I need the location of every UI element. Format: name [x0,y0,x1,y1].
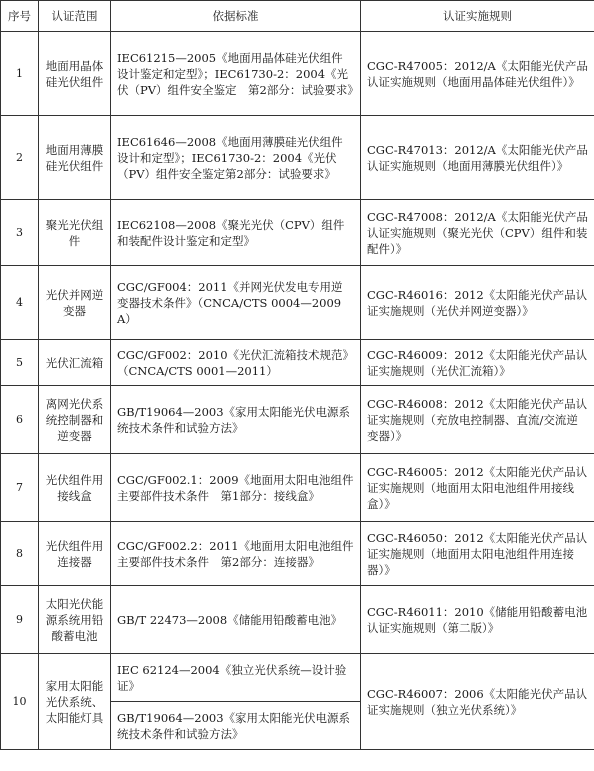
table-row [1,386,594,454]
standard-cell: CGC/GF002.1：2009《地面用太阳电池组件主要部件技术条件 第1部分：接线盒》 [111,454,361,522]
rule-cell: CGC-R46050：2012《太阳能光伏产品认证实施规则（地面用太阳电池组件用连接器）》 [361,522,594,586]
cert-scope: 聚光光伏组件 [39,200,111,266]
rule-cell: CGC-R46016：2012《太阳能光伏产品认证实施规则（光伏并网逆变器）》 [361,266,594,340]
table-row [1,586,594,654]
row-number: 1 [1,32,39,116]
cert-scope: 地面用薄膜硅光伏组件 [39,116,111,200]
cert-scope: 光伏汇流箱 [39,340,111,386]
row-number: 2 [1,116,39,200]
standard-cell: CGC/GF002.2：2011《地面用太阳电池组件主要部件技术条件 第2部分：连接器》 [111,522,361,586]
standard-cell: GB/T19064—2003《家用太阳能光伏电源系统技术条件和试验方法》 [111,386,361,454]
rule-cell: CGC-R46009：2012《太阳能光伏产品认证实施规则（光伏汇流箱）》 [361,340,594,386]
standard-cell: CGC/GF004：2011《并网光伏发电专用逆变器技术条件》（CNCA/CTS 0004—2009A） [111,266,361,340]
row-number: 3 [1,200,39,266]
cert-scope: 光伏组件用接线盒 [39,454,111,522]
standard-cell: IEC61646—2008《地面用薄膜硅光伏组件设计和定型》；IEC61730-2：2004《光伏（PV）组件安全鉴定第2部分：试验要求》 [111,116,361,200]
table-row [1,454,594,522]
table-row [1,116,594,200]
standard-cell: CGC/GF002：2010《光伏汇流箱技术规范》（CNCA/CTS 0001—2011） [111,340,361,386]
rule-cell: CGC-R47013：2012/A《太阳能光伏产品认证实施规则（地面用薄膜光伏组件）》 [361,116,594,200]
table-row [1,522,594,586]
standard-cell: GB/T 22473—2008《储能用铅酸蓄电池》 [111,586,361,654]
header-no: 序号 [1,1,39,32]
header-scope: 认证范围 [39,1,111,32]
rule-cell: CGC-R47008：2012/A《太阳能光伏产品认证实施规则（聚光光伏（CPV）组件和装配件）》 [361,200,594,266]
row-number: 7 [1,454,39,522]
standard-cell: IEC62108—2008《聚光光伏（CPV）组件和装配件设计鉴定和定型》 [111,200,361,266]
row-number: 6 [1,386,39,454]
cert-scope: 光伏组件用连接器 [39,522,111,586]
table-row [1,654,594,702]
standard-cell: GB/T19064—2003《家用太阳能光伏电源系统技术条件和试验方法》 [111,702,361,750]
row-number: 9 [1,586,39,654]
table-row [1,340,594,386]
table-row [1,200,594,266]
row-number: 5 [1,340,39,386]
header-row [1,1,594,32]
rule-cell: CGC-R46005：2012《太阳能光伏产品认证实施规则（地面用太阳电池组件用接线盒）》 [361,454,594,522]
standard-cell: IEC 62124—2004《独立光伏系统—设计验证》 [111,654,361,702]
cert-scope: 太阳光伏能源系统用铅酸蓄电池 [39,586,111,654]
cert-scope: 离网光伏系统控制器和逆变器 [39,386,111,454]
cert-scope: 家用太阳能光伏系统、太阳能灯具 [39,654,111,750]
table-row [1,266,594,340]
header-standard: 依据标准 [111,1,361,32]
rule-cell: CGC-R46008：2012《太阳能光伏产品认证实施规则（充放电控制器、直流/交流逆变器）》 [361,386,594,454]
standard-cell: IEC61215—2005《地面用晶体硅光伏组件设计鉴定和定型》；IEC61730-2：2004《光伏（PV）组件安全鉴定 第2部分：试验要求》 [111,32,361,116]
cert-scope: 光伏并网逆变器 [39,266,111,340]
table-row [1,32,594,116]
rule-cell: CGC-R47005：2012/A《太阳能光伏产品认证实施规则（地面用晶体硅光伏组件）》 [361,32,594,116]
header-rule: 认证实施规则 [361,1,594,32]
row-number: 8 [1,522,39,586]
rule-cell: CGC-R46011：2010《储能用铅酸蓄电池认证实施规则（第二版）》 [361,586,594,654]
cert-scope: 地面用晶体硅光伏组件 [39,32,111,116]
row-number: 10 [1,654,39,750]
rule-cell: CGC-R46007：2006《太阳能光伏产品认证实施规则（独立光伏系统）》 [361,654,594,750]
row-number: 4 [1,266,39,340]
